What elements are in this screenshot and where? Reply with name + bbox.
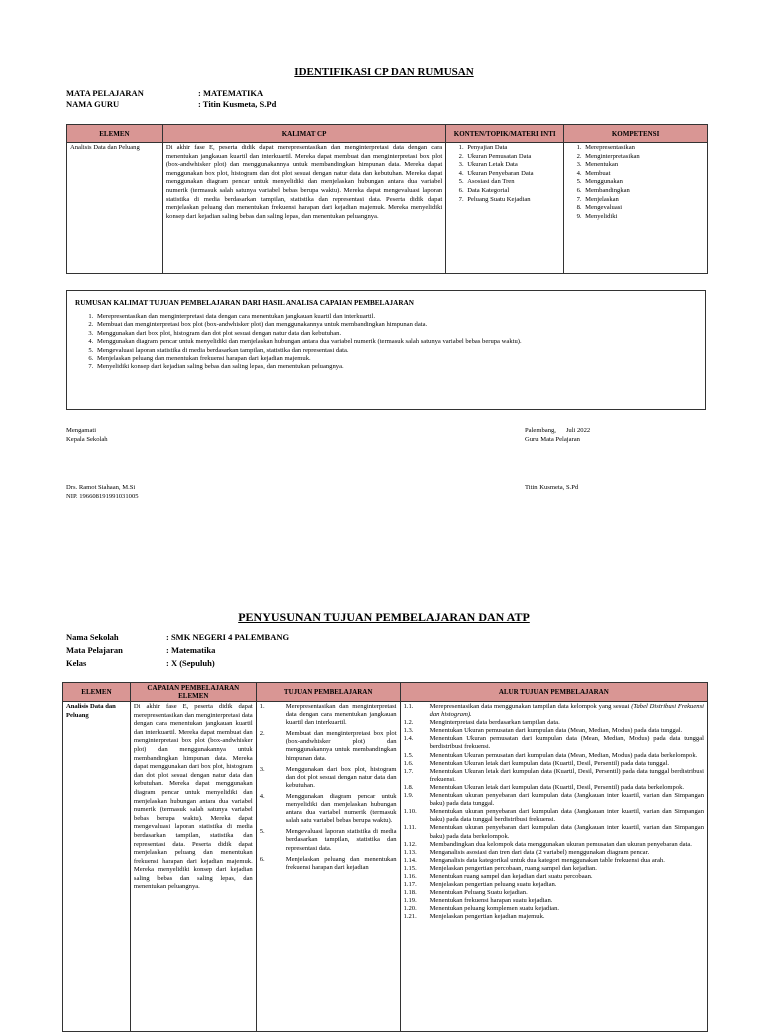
list-item: 1. Merepresentasikan (583, 144, 704, 153)
doc2-meta (66, 631, 289, 670)
header-capaian: CAPAIAN PEMBELAJARAN ELEMEN (130, 683, 256, 702)
tujuan-title: RUMUSAN KALIMAT TUJUAN PEMBELAJARAN DARI HASIL ANALISA CAPAIAN PEMBELAJARAN (75, 299, 414, 307)
signature-right-name: Titin Kusmeta, S.Pd (525, 484, 579, 491)
list-item: 5. Menggunakan (583, 178, 704, 187)
list-item: 9. Menyelidiki (583, 213, 704, 222)
meta-mata-pelajaran: Mata Pelajaran : Matematika (66, 645, 216, 655)
list-item: 8. Mengevaluasi (583, 204, 704, 213)
atp-item: 1.7. Menentukan Ukuran letak dari kumpulan data (Kuartil, Desil, Persentil) pada data tunggal berdistribusi frekuensi. (403, 767, 704, 783)
atp-item: 1.16. Menentukan ruang sampel dan kejadian dari suatu percobaan. (403, 872, 593, 880)
list-item: 6. Data Kategorial (465, 187, 560, 196)
cp-table (66, 124, 708, 274)
list-item: 3. Menggunakan dari box plot, histogram dan dot plot sesuai dengan natur data dan kebutuhan. (259, 765, 397, 789)
atp-list (404, 703, 704, 922)
meta-mata-pelajaran: MATA PELAJARAN : MATEMATIKA (66, 88, 264, 98)
list-item: 6. Menjelaskan peluang dan menentukan frekuensi harapan dari kejadian (259, 855, 397, 871)
cell-konten (446, 143, 564, 274)
list-item: 6. Membandingkan (583, 187, 704, 196)
list-item: 4. Menggunakan diagram pencar untuk menyelidiki dan menjelaskan hubungan antara dua variabel numerik (termasuk salah satu variabel bebas berupa waktu). (259, 792, 397, 825)
atp-item: 1.10. Menentukan ukuran penyebaran dari kumpulan data (Jangkauan inter kuartil, varian dan Simpangan baku) pada data tunggal berdistribusi frekuensi. (403, 808, 704, 824)
atp-item: 1.15. Menjelaskan pengertian percobaan, ruang sampel dan kejadian. (403, 864, 597, 872)
list-item: 2. Membuat dan menginterpretasi box plot (box-andwhisker plot) dan menggunakannya untuk membandingkan himpunan data. (95, 321, 697, 329)
list-item: 4. Menggunakan diagram pencar untuk menyelidiki dan menjelaskan hubungan antara dua variabel numerik (termasuk salah satunya variabel bebas berupa waktu). (95, 338, 697, 346)
list-item: 4. Membuat (583, 170, 704, 179)
atp-item: 1.5. Menentukan Ukuran pemusatan dari kumpulan data (Mean, Median, Modus) pada data berkelompok. (403, 751, 698, 759)
list-item: 7. Peluang Suatu Kejadian (465, 196, 560, 205)
doc2-title: PENYUSUNAN TUJUAN PEMBELAJARAN DAN ATP (238, 610, 530, 624)
cell-alur (400, 702, 707, 1032)
header-tujuan: TUJUAN PEMBELAJARAN (256, 683, 400, 702)
list-item: 6. Menjelaskan peluang dan menentukan frekuensi harapan dari kejadian majemuk. (95, 355, 697, 363)
list-item: 1. Penyajian Data (465, 144, 560, 153)
atp-item: 1.6. Menentukan Ukuran letak dari kumpulan data (Kuartil, Desil, Persentil) pada data tunggal. (403, 759, 670, 767)
header-elemen: ELEMEN (67, 125, 163, 143)
list-item: 2. Menginterpretasikan (583, 153, 704, 162)
meta-nama-guru: NAMA GURU : Titin Kusmeta, S.Pd (66, 99, 277, 109)
list-item: 1. Merepresentasikan dan menginterpretasi data dengan cara menentukan jangkauan kuartil dan interkuartil. (95, 313, 697, 321)
list-item: 3. Ukuran Letak Data (465, 161, 560, 170)
meta-kelas: Kelas : X (Sepuluh) (66, 658, 215, 668)
atp-item: 1.14. Menganalisis data kategorikal untuk dua kategori menggunakan table frekuensi dua arah. (403, 856, 665, 864)
list-item: 3. Menentukan (583, 161, 704, 170)
list-item: 3. Menggunakan dari box plot, histogram dan dot plot sesuai dengan natur data dan kebutuhan. (95, 330, 697, 338)
atp-item: 1.8. Menentukan Ukuran letak dari kumpulan data (Kuartil, Desil, Persentil) pada data berkelompok. (403, 783, 685, 791)
atp-item: 1.21. Menjelaskan pengertian kejadian majemuk. (403, 913, 545, 921)
list-item: 7. Menyelidiki konsep dari kejadian saling bebas dan saling lepas, dan menentukan peluangnya. (95, 363, 697, 371)
cell-capaian: Di akhir fase E, peserta didik dapat merepresentasikan dan menginterpretasi data dengan cara menentukan jangkauan kuartil dan interkuartil. Mereka dapat membuat dan menginterpretasi box plot (box-andwhisker plot) dan menggunakannya untuk membandingkan himpunan data. Mereka dapat menggunakan dari box plot, histogram dan dot plot sesuai dengan natur data dan kebutuhan. Mereka dapat menggunakan diagram pencar untuk menyelidiki dan menjelaskan hubungan antara dua variabel numerik (termasuk salah satunya variabel bebas berupa waktu). Mereka dapat mengevaluasi laporan statistika di media berdasarkan tampilan, statistika dan representasi data. Peserta didik dapat menjelaskan peluang dan menentukan frekuensi harapan dari kejadian majemuk. Mereka menyelidiki konsep dari kejadian saling bebas dan saling lepas, dan menentukan peluangnya. (130, 702, 256, 1032)
tujuan-box (66, 290, 706, 410)
atp-table (62, 682, 708, 1032)
signature-left-name: Drs. Ramot Siahaan, M.Si NIP. 196608191991031005 (66, 484, 139, 500)
atp-item: 1.17. Menjelaskan pengertian peluang suatu kejadian. (403, 881, 557, 889)
cell-elemen: Analisis Data dan Peluang (63, 702, 131, 1032)
header-kompetensi: KOMPETENSI (564, 125, 708, 143)
header-alur: ALUR TUJUAN PEMBELAJARAN (400, 683, 707, 702)
atp-item: 1.13. Menganalisis asosiasi dan tren dari data (2 variabel) menggunakan diagram pencar. (403, 848, 650, 856)
atp-item: 1.20. Menentukan peluang komplemen suatu kejadian. (403, 905, 560, 913)
signature-left-heading: Mengamati Kepala Sekolah (66, 427, 108, 443)
header-elemen: ELEMEN (63, 683, 131, 702)
atp-item: 1.12. Membandingkan dua kelompok data menggunakan ukuran pemusatan dan ukuran penyebaran data. (403, 840, 692, 848)
atp-item: 1.18. Menentukan Peluang Suatu kejadian. (403, 889, 528, 897)
list-item: 7. Menjelaskan (583, 196, 704, 205)
meta-nama-sekolah: Nama Sekolah : SMK NEGERI 4 PALEMBANG (66, 632, 290, 642)
atp-item: 1.2. Menginterpretasi data berdasarkan tampilan data. (403, 719, 560, 727)
list-item: 5. Asosiasi dan Tren (465, 178, 560, 187)
list-item: 4. Ukuran Penyebaran Data (465, 170, 560, 179)
atp-item: 1.4. Menentukan Ukuran pemusatan dari kumpulan data (Mean, Median, Modus) pada data tunggal berdistribusi frekuensi. (403, 735, 704, 751)
cell-elemen: Analisis Data dan Peluang (67, 143, 163, 274)
signature-right-heading: Palembang, Juli 2022 Guru Mata Pelajaran (525, 427, 591, 443)
list-item: 2. Membuat dan menginterpretasi box plot (box-andwhisker plot) dan menggunakannya untuk membandingkan himpunan data. (259, 730, 397, 762)
cell-kalimat-cp: Di akhir fase E, peserta didik dapat merepresentasikan dan menginterpretasi data dengan cara menentukan jangkauan kuartil dan interkuartil. Mereka dapat membuat dan menginterpretasi box plot (box-andwhisker plot) dan menggunakannya untuk membandingkan himpunan data. Mereka dapat menggunakan box plot, histogram dan dot plot sesuai dengan natur data dan kebutuhan. Mereka dapat menggunakan diagram pencar untuk menyelidiki dan menjelaskan hubungan antara dua variabel numerik (termasuk salah satunya variabel bebas berupa waktu). Mereka dapat mengevaluasi laporan statistika di media berdasarkan tampilan, statistika dan representasi data. Peserta didik dapat menjelaskan peluang dan menentukan frekuensi harapan dari kejadian majemuk. Mereka menyelidiki konsep dari kejadian saling bebas dan saling lepas, dan menentukan peluangnya. (162, 143, 445, 274)
atp-item: 1.3. Menentukan Ukuran pemusatan dari kumpulan data (Mean, Median, Modus) pada data tunggal. (403, 727, 683, 735)
doc1-title: IDENTIFIKASI CP DAN RUMUSAN (294, 66, 474, 78)
cell-kompetensi (564, 143, 708, 274)
list-item: 2. Ukuran Pemusatan Data (465, 153, 560, 162)
atp-item: 1.9. Menentukan ukuran penyebaran dari kumpulan data (Jangkauan inter kuartil, varian dan Simpangan baku) pada data tunggal. (403, 792, 704, 808)
list-item: 1. Merepresentasikan dan menginterpretasi data dengan cara menentukan jangkauan kuartil dan interkuartil. (259, 703, 397, 727)
header-kalimat-cp: KALIMAT CP (162, 125, 445, 143)
atp-item: 1.19. Menentukan frekuensi harapan suatu kejadian. (403, 897, 553, 905)
cell-tujuan (256, 702, 400, 1032)
list-item: 5. Mengevaluasi laporan statistika di media berdasarkan tampilan, statistika dan representasi data. (259, 828, 397, 852)
atp-item: 1.1. Merepresentasikan data menggunakan tampilan data kelompok yang sesuai (Tabel Distribusi Frekuensi dan histogram). (403, 703, 704, 719)
atp-item: 1.11. Menentukan ukuran penyebaran dari kumpulan data (Jangkauan inter kuartil, varian dan Simpangan baku) pada data berkelompok. (403, 824, 704, 840)
header-konten: KONTEN/TOPIK/MATERI INTI (446, 125, 564, 143)
list-item: 5. Mengevaluasi laporan statistika di media berdasarkan tampilan, statistika dan representasi data. (95, 347, 697, 355)
doc1-meta (66, 88, 276, 110)
page-penyusunan (0, 590, 768, 1024)
